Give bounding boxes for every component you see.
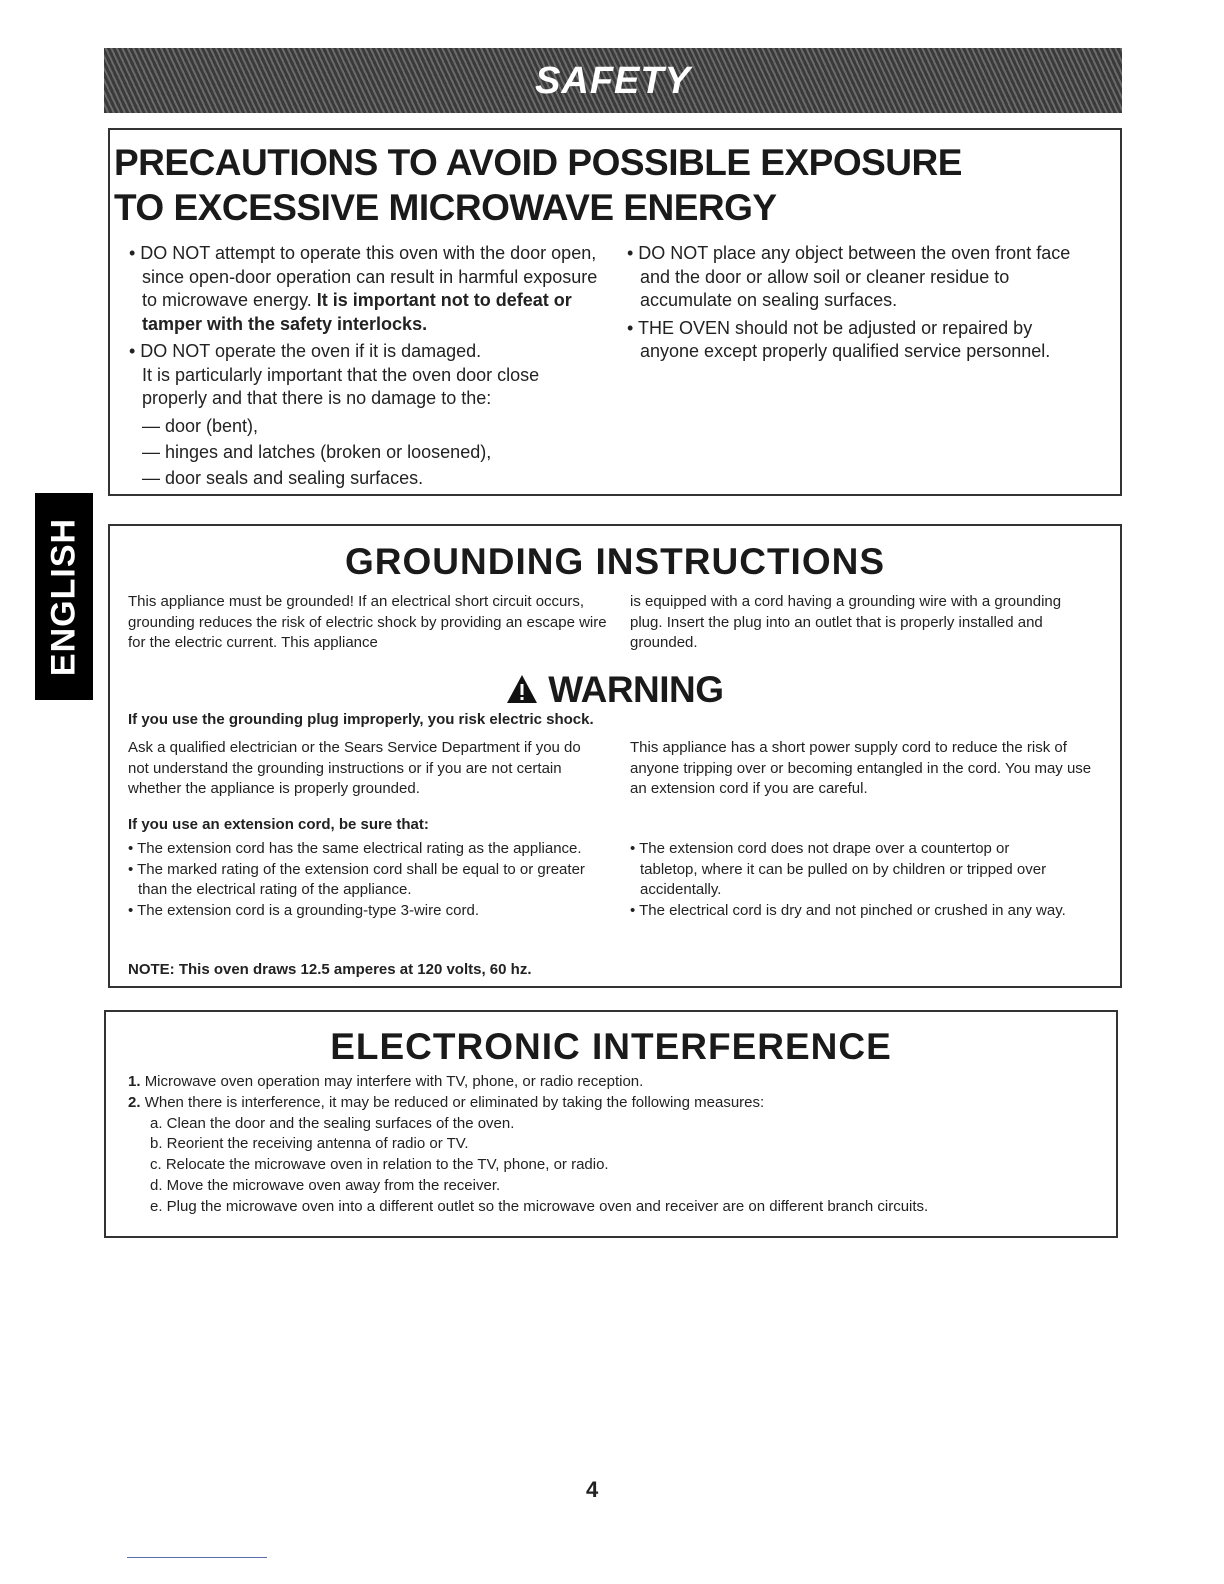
extension-item: • The marked rating of the extension cord shall be equal to or greater than the electrical rating of the appliance. [128, 860, 585, 898]
bullet-door [118, 242, 598, 336]
list-item [128, 1093, 1098, 1114]
extension-item: • The extension cord has the same electrical rating as the appliance. [128, 840, 582, 857]
sub-item: d. Move the microwave oven away from the receiver. [150, 1176, 501, 1194]
precautions-right-column [627, 242, 1087, 364]
precautions-left-column [118, 242, 598, 491]
sub-item: e. Plug the microwave oven into a different outlet so the microwave oven and receiver are on different branch circuits. [150, 1197, 929, 1215]
sub-item: a. Clean the door and the sealing surfaces of the oven. [150, 1114, 515, 1132]
extension-right-list [630, 839, 1070, 921]
bullet-repair: • THE OVEN should not be adjusted or repaired by anyone except properly qualified service personnel. [627, 317, 1051, 361]
banner-title: SAFETY [535, 60, 691, 102]
interference-title: ELECTRONIC INTERFERENCE [330, 1026, 892, 1067]
bullet-damaged-cont: It is particularly important that the oven door close properly and that there is no damage to the: [142, 364, 540, 408]
bullet-text: • DO NOT attempt to operate this oven with the door open, since open-door operation can result in harmful exposure to microwave energy. [129, 243, 598, 310]
sub-item: c. Relocate the microwave oven in relation to the TV, phone, or radio. [150, 1156, 609, 1174]
extension-item: • The extension cord is a grounding-type 3-wire cord. [128, 901, 479, 919]
list-item [128, 1072, 1098, 1093]
warning-right: This appliance has a short power supply cord to reduce the risk of anyone tripping over or becoming entangled in the cord. You may use an extension cord if you are careful. [630, 739, 1092, 797]
language-tab [35, 493, 93, 700]
dash-item: — door seals and sealing surfaces. [142, 467, 424, 488]
item-text: When there is interference, it may be reduced or eliminated by taking the following measures: [144, 1093, 765, 1111]
safety-banner [104, 48, 1122, 113]
item-text: Microwave oven operation may interfere with TV, phone, or radio reception. [144, 1073, 644, 1090]
warning-heading [108, 669, 1122, 711]
sub-item: b. Reorient the receiving antenna of radio or TV. [150, 1135, 469, 1153]
item-number: 2. [128, 1093, 141, 1111]
extension-left-list [128, 839, 598, 921]
grounding-title: GROUNDING INSTRUCTIONS [345, 541, 885, 582]
title-line: PRECAUTIONS TO AVOID POSSIBLE EXPOSURE [114, 142, 962, 183]
grounding-intro-left: This appliance must be grounded! If an electrical short circuit occurs, grounding reduces the risk of electric shock by providing an escape wire for the electric current. This appliance [128, 593, 607, 651]
warning-left: Ask a qualified electrician or the Sears Service Department if you do not understand the grounding instructions or if you are not certain whether the appliance is properly grounded. [128, 739, 581, 797]
warning-lead: If you use the grounding plug improperly, you risk electric shock. [128, 711, 594, 728]
extension-heading: If you use an extension cord, be sure that: [128, 816, 429, 833]
precautions-title [114, 140, 962, 230]
interference-list [128, 1072, 1098, 1218]
extension-item: • The electrical cord is dry and not pinched or crushed in any way. [630, 901, 1066, 919]
dash-item: — hinges and latches (broken or loosened), [142, 441, 492, 462]
warning-title: WARNING [548, 669, 724, 710]
footer-rule [127, 1557, 267, 1558]
grounding-intro-right: is equipped with a cord having a grounding wire with a grounding plug. Insert the plug into an outlet that is properly installed and grounded. [630, 593, 1062, 651]
language-tab-label: ENGLISH [44, 517, 83, 676]
title-line: TO EXCESSIVE MICROWAVE ENERGY [114, 187, 777, 228]
page-number: 4 [586, 1477, 599, 1502]
extension-item: • The extension cord does not drape over a countertop or tabletop, where it can be pulled on by children or tripped over accidentally. [630, 840, 1047, 898]
warning-triangle-icon [506, 674, 538, 704]
bullet-damaged: • DO NOT operate the oven if it is damaged. [129, 341, 482, 361]
amperage-note: NOTE: This oven draws 12.5 amperes at 120 volts, 60 hz. [128, 961, 532, 978]
bullet-bold: It is important not to defeat or tamper with the safety interlocks. [142, 290, 572, 334]
bullet-object: • DO NOT place any object between the oven front face and the door or allow soil or cleaner residue to accumulate on sealing surfaces. [627, 243, 1071, 310]
dash-item: — door (bent), [142, 415, 259, 436]
item-number: 1. [128, 1073, 141, 1090]
